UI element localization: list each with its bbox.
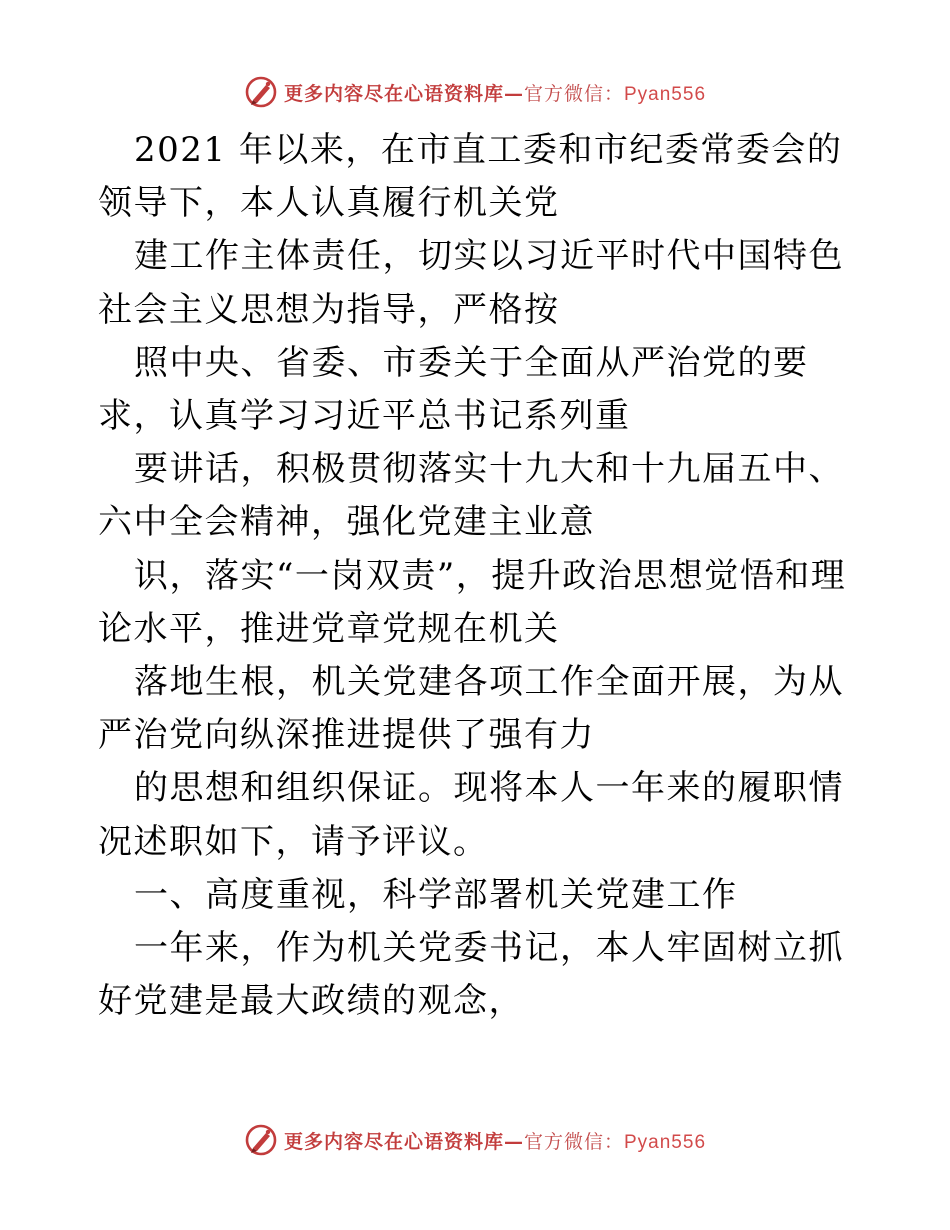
paragraph: 2021 年以来，在市直工委和市纪委常委会的领导下，本人认真履行机关党	[98, 130, 843, 224]
header-banner	[0, 72, 950, 112]
banner-main-text: 更多内容尽在心语资料库	[283, 1130, 504, 1153]
banner-text	[284, 79, 706, 106]
paragraph: 一年来，作为机关党委书记，本人牢固树立抓好党建是最大政绩的观念，	[98, 928, 844, 1022]
banner-main-text: 更多内容尽在心语资料库	[283, 82, 504, 105]
paragraph: 落地生根，机关党建各项工作全面开展，为从严治党向纵深推进提供了强有力	[98, 662, 844, 756]
banner-wechat-id: Pyan556	[624, 1131, 707, 1153]
footer-banner	[0, 1120, 950, 1160]
banner-text	[284, 1127, 706, 1154]
banner-label: 官方微信：	[523, 1130, 624, 1153]
pen-logo-icon	[244, 75, 278, 109]
paragraph: 的思想和组织保证。现将本人一年来的履职情况述职如下，请予评议。	[98, 768, 844, 862]
document-body	[98, 124, 858, 1028]
paragraph: 识，落实“一岗双责”，提升政治思想觉悟和理论水平，推进党章党规在机关	[98, 555, 847, 649]
banner-separator: —	[503, 82, 524, 105]
pen-logo-icon	[244, 1123, 278, 1157]
section-heading: 一、高度重视，科学部署机关党建工作	[134, 874, 738, 915]
paragraph: 建工作主体责任，切实以习近平时代中国特色社会主义思想为指导，严格按	[98, 236, 844, 330]
banner-label: 官方微信：	[523, 82, 624, 105]
banner-wechat-id: Pyan556	[624, 83, 707, 105]
paragraph: 要讲话，积极贯彻落实十九大和十九届五中、六中全会精神，强化党建主业意	[98, 449, 844, 543]
paragraph: 照中央、省委、市委关于全面从严治党的要求，认真学习习近平总书记系列重	[98, 342, 809, 437]
banner-separator: —	[503, 1130, 524, 1153]
